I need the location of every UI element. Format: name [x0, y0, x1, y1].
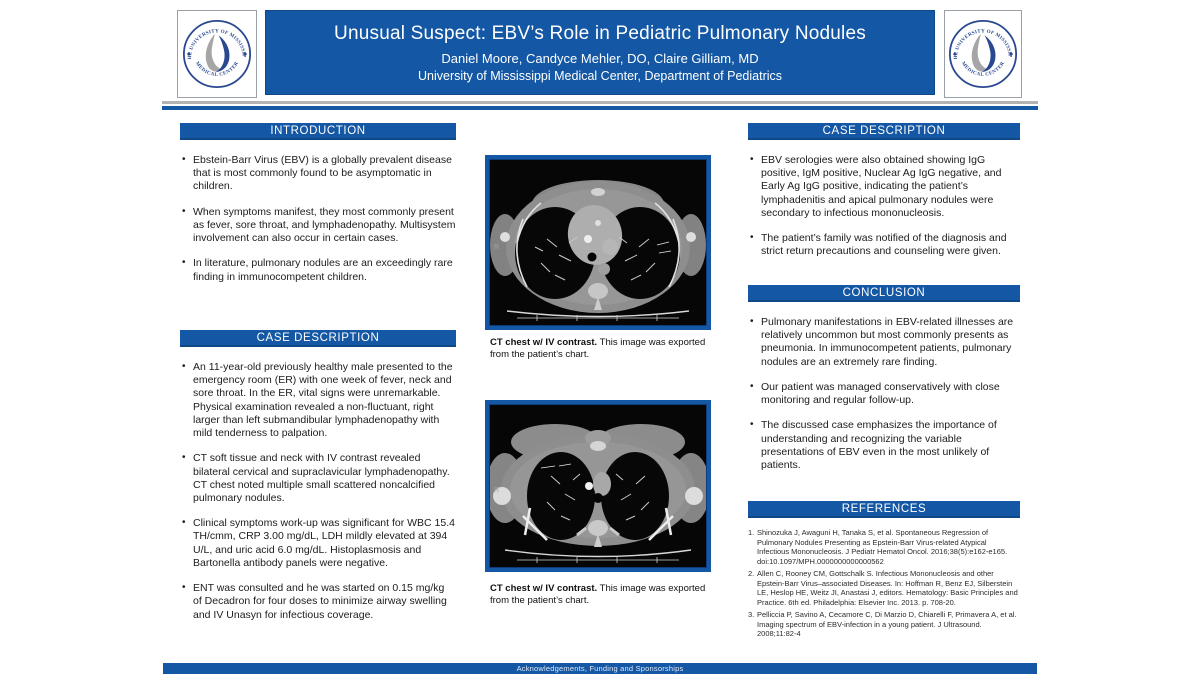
bullet-item: • Our patient was managed conservatively with close monitoring and regular follow-up.: [748, 381, 1020, 407]
header-divider-blue: [162, 106, 1038, 110]
reference-number: 3.: [748, 610, 755, 620]
references-heading: REFERENCES: [748, 501, 1020, 518]
caption-bold: CT chest w/ IV contrast.: [490, 337, 598, 348]
bullet-item: • CT soft tissue and neck with IV contrast revealed bilateral cervical and supraclavicular lymphadenopathy. CT chest noted multiple small scattered noncalcified pulmonary nodules.: [180, 452, 456, 505]
case-description-left-body: [180, 361, 456, 622]
header-divider-gray: [162, 101, 1038, 104]
footer-acknowledgements: Acknowledgements, Funding and Sponsorships: [163, 663, 1037, 674]
conclusion-heading: CONCLUSION: [748, 285, 1020, 302]
section-case-description-left: [180, 330, 456, 634]
umc-seal-icon: [181, 18, 253, 90]
figure-caption-2: [490, 583, 708, 607]
reference-item: [748, 528, 1020, 566]
bullet-item: • In literature, pulmonary nodules are an exceedingly rare finding in immunocompetent children.: [180, 257, 456, 283]
introduction-heading: INTRODUCTION: [180, 123, 456, 140]
bullet-item: • Pulmonary manifestations in EBV-related illnesses are relatively uncommon but most commonly presents as pneumonia. In immunocompetent patients, pulmonary nodules are an extremely rare finding.: [748, 316, 1020, 369]
section-references: [748, 501, 1020, 642]
caption-text: This image was exported from the patient’s chart.: [490, 337, 706, 361]
caption-bold: CT chest w/ IV contrast.: [490, 583, 598, 594]
bullet-item: • ENT was consulted and he was started on 0.15 mg/kg of Decadron for four doses to minimize airway swelling and IV Unasyn for infectious coverage.: [180, 582, 456, 622]
introduction-body: [180, 154, 456, 284]
caption-text: This image was exported from the patient’s chart.: [490, 583, 706, 607]
reference-number: 2.: [748, 569, 755, 579]
case-description-right-body: [748, 154, 1020, 259]
laterality-marker: R: [494, 244, 500, 251]
figure-ct-chest-1: [485, 155, 711, 330]
references-body: [748, 528, 1020, 639]
figure-caption-1: [490, 337, 708, 361]
poster-affiliation: University of Mississippi Medical Center, Department of Pediatrics: [417, 68, 783, 83]
poster-title: Unusual Suspect: EBV’s Role in Pediatric Pulmonary Nodules: [334, 22, 866, 44]
bullet-item: • The discussed case emphasizes the importance of understanding and recognizing the variable presentations of EBV even in the most unlikely of patients.: [748, 419, 1020, 472]
bullet-item: • When symptoms manifest, they most commonly present as fever, sore throat, and lymphadenopathy. Multisystem involvement can also occur in certain cases.: [180, 206, 456, 246]
bullet-item: • Ebstein-Barr Virus (EBV) is a globally prevalent disease that is most commonly found to be asymptomatic in children.: [180, 154, 456, 194]
poster-authors: Daniel Moore, Candyce Mehler, DO, Claire Gilliam, MD: [441, 50, 759, 66]
reference-text: Pelliccia P, Savino A, Cecamore C, Di Marzio D, Chiarelli F, Primavera A, et al. Imaging spectrum of EBV-infection in a young patient. J Ultrasound. 2008;11:82-4: [757, 610, 1017, 639]
research-poster: [160, 0, 1040, 675]
laterality-marker: R: [494, 487, 500, 494]
reference-item: [748, 610, 1020, 639]
reference-text: Allen C, Rooney CM, Gottschalk S. Infectious Mononucleosis and other Epstein-Barr Virus–associated Diseases. In: Hoffman R, Benz EJ, Silberstein LE, Heslop HE, Weitz JI, Anastasi J, editors. Hematology: Basic Principles and Practice. 6th ed. Philadelphia: Elsevier Inc. 2013. p. 708-20.: [757, 569, 1018, 607]
figure-ct-chest-2: [485, 400, 711, 572]
reference-text: Shinozuka J, Awaguni H, Tanaka S, et al. Spontaneous Regression of Pulmonary Nodules Presenting as Epstein-Barr Virus-related Atypical Infectious Mononucleosis. J Pediatr Hematol Oncol. 2016;38(5):e162-e165. doi:10.1097/MPH.0000000000000562: [757, 528, 1008, 566]
ct-scan-image-2: [485, 400, 711, 572]
reference-number: 1.: [748, 528, 755, 537]
bullet-item: • The patient’s family was notified of the diagnosis and strict return precautions and counseling were given.: [748, 232, 1020, 258]
university-seal-logo-right: [944, 10, 1022, 98]
section-conclusion: [748, 285, 1020, 484]
case-description-heading: CASE DESCRIPTION: [180, 330, 456, 347]
section-introduction: [180, 123, 456, 296]
university-seal-logo-left: [177, 10, 257, 98]
bullet-item: • EBV serologies were also obtained showing IgG positive, IgM positive, Nuclear Ag IgG negative, and Early Ag IgG positive, indicating the patient’s lymphadenitis and apical pulmonary nodules were secondary to infectious mononucleosis.: [748, 154, 1020, 220]
umc-seal-icon: [947, 18, 1019, 90]
section-case-description-right: [748, 123, 1020, 271]
conclusion-body: [748, 316, 1020, 472]
ct-scan-image-1: [485, 155, 711, 330]
case-description-heading: CASE DESCRIPTION: [748, 123, 1020, 140]
bullet-item: • An 11-year-old previously healthy male presented to the emergency room (ER) with one week of fever, neck and sore throat. In the ER, vital signs were unremarkable. Physical examination revealed a non-fluctuant, right larger than left submandibular lymphadenopathy with mild tenderness to palpation.: [180, 361, 456, 440]
reference-item: [748, 569, 1020, 607]
poster-header: [265, 10, 935, 95]
bullet-item: • Clinical symptoms work-up was significant for WBC 15.4 TH/cmm, CRP 3.00 mg/dL, LDH mildly elevated at 394 U/L, and uric acid 6.0 mg/dL. Histoplasmosis and Bartonella antibody panels were negative.: [180, 517, 456, 570]
